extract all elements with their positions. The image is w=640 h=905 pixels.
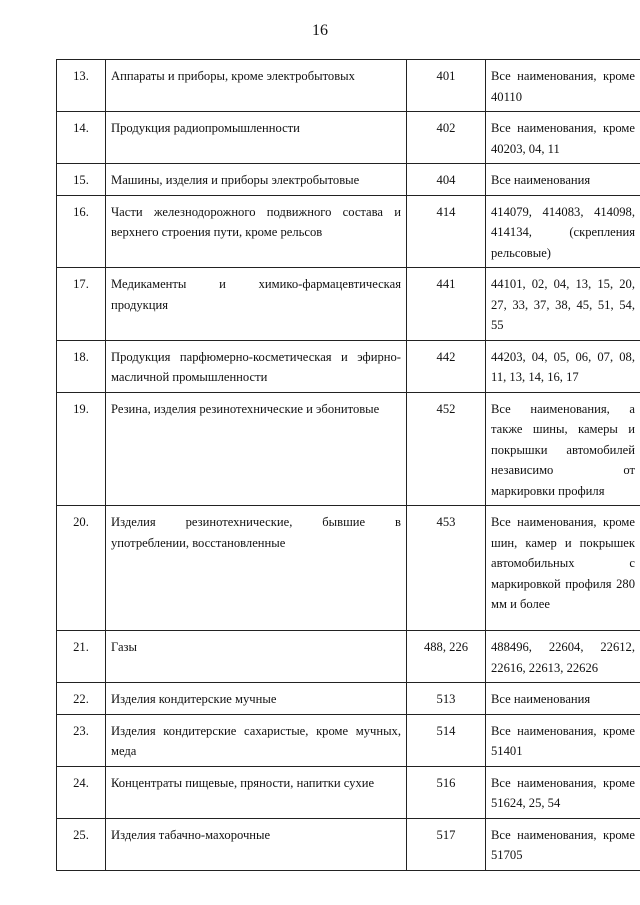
row-number: 18. [57, 340, 106, 392]
table-row [57, 112, 640, 164]
row-number: 13. [57, 60, 106, 112]
product-note: Все наименования [486, 683, 640, 715]
products-table [56, 59, 640, 871]
product-code: 404 [407, 164, 486, 196]
product-code: 414 [407, 195, 486, 268]
product-code: 516 [407, 766, 486, 818]
row-number: 21. [57, 631, 106, 683]
table-row [57, 631, 640, 683]
product-name: Продукция радиопромышленности [106, 112, 407, 164]
product-name: Газы [106, 631, 407, 683]
product-code: 402 [407, 112, 486, 164]
product-note: Все наименования, кроме 51401 [486, 714, 640, 766]
table-row [57, 340, 640, 392]
row-number: 23. [57, 714, 106, 766]
table-row [57, 268, 640, 341]
product-note: Все наименования, кроме шин, камер и покрышек автомобильных с маркировкой профиля 280 мм и более [486, 506, 640, 631]
row-number: 22. [57, 683, 106, 715]
row-number: 14. [57, 112, 106, 164]
product-name: Концентраты пищевые, пряности, напитки сухие [106, 766, 407, 818]
row-number: 17. [57, 268, 106, 341]
table-row [57, 164, 640, 196]
table-row [57, 766, 640, 818]
table-row [57, 818, 640, 870]
product-name: Изделия кондитерские мучные [106, 683, 407, 715]
product-name: Медикаменты и химико-фармацевтическая продукция [106, 268, 407, 341]
product-name: Изделия кондитерские сахаристые, кроме мучных, меда [106, 714, 407, 766]
product-note: Все наименования, кроме 51705 [486, 818, 640, 870]
table-row [57, 392, 640, 506]
product-note: 44203, 04, 05, 06, 07, 08, 11, 13, 14, 16, 17 [486, 340, 640, 392]
table-row [57, 506, 640, 631]
row-number: 24. [57, 766, 106, 818]
product-code: 452 [407, 392, 486, 506]
row-number: 25. [57, 818, 106, 870]
product-note: 488496, 22604, 22612, 22616, 22613, 22626 [486, 631, 640, 683]
product-name: Изделия табачно-махорочные [106, 818, 407, 870]
product-name: Аппараты и приборы, кроме электробытовых [106, 60, 407, 112]
row-number: 19. [57, 392, 106, 506]
product-note: 44101, 02, 04, 13, 15, 20, 27, 33, 37, 38, 45, 51, 54, 55 [486, 268, 640, 341]
product-code: 453 [407, 506, 486, 631]
product-note: Все наименования, а также шины, камеры и покрышки автомобилей независимо от маркировки профиля [486, 392, 640, 506]
product-code: 513 [407, 683, 486, 715]
product-name: Изделия резинотехнические, бывшие в употреблении, восстановленные [106, 506, 407, 631]
product-code: 441 [407, 268, 486, 341]
row-number: 15. [57, 164, 106, 196]
product-code: 517 [407, 818, 486, 870]
product-name: Продукция парфюмерно-косметическая и эфирно-масличной промышленности [106, 340, 407, 392]
product-code: 401 [407, 60, 486, 112]
product-name: Резина, изделия резинотехнические и эбонитовые [106, 392, 407, 506]
product-code: 488, 226 [407, 631, 486, 683]
product-note: 414079, 414083, 414098, 414134, (скрепления рельсовые) [486, 195, 640, 268]
table-row [57, 195, 640, 268]
table-row [57, 683, 640, 715]
product-name: Машины, изделия и приборы электробытовые [106, 164, 407, 196]
product-code: 442 [407, 340, 486, 392]
row-number: 16. [57, 195, 106, 268]
product-note: Все наименования, кроме 51624, 25, 54 [486, 766, 640, 818]
product-name: Части железнодорожного подвижного состава и верхнего строения пути, кроме рельсов [106, 195, 407, 268]
product-note: Все наименования, кроме 40110 [486, 60, 640, 112]
product-note: Все наименования, кроме 40203, 04, 11 [486, 112, 640, 164]
product-note: Все наименования [486, 164, 640, 196]
table-row [57, 714, 640, 766]
row-number: 20. [57, 506, 106, 631]
product-code: 514 [407, 714, 486, 766]
page-number: 16 [312, 22, 328, 39]
table-row [57, 60, 640, 112]
